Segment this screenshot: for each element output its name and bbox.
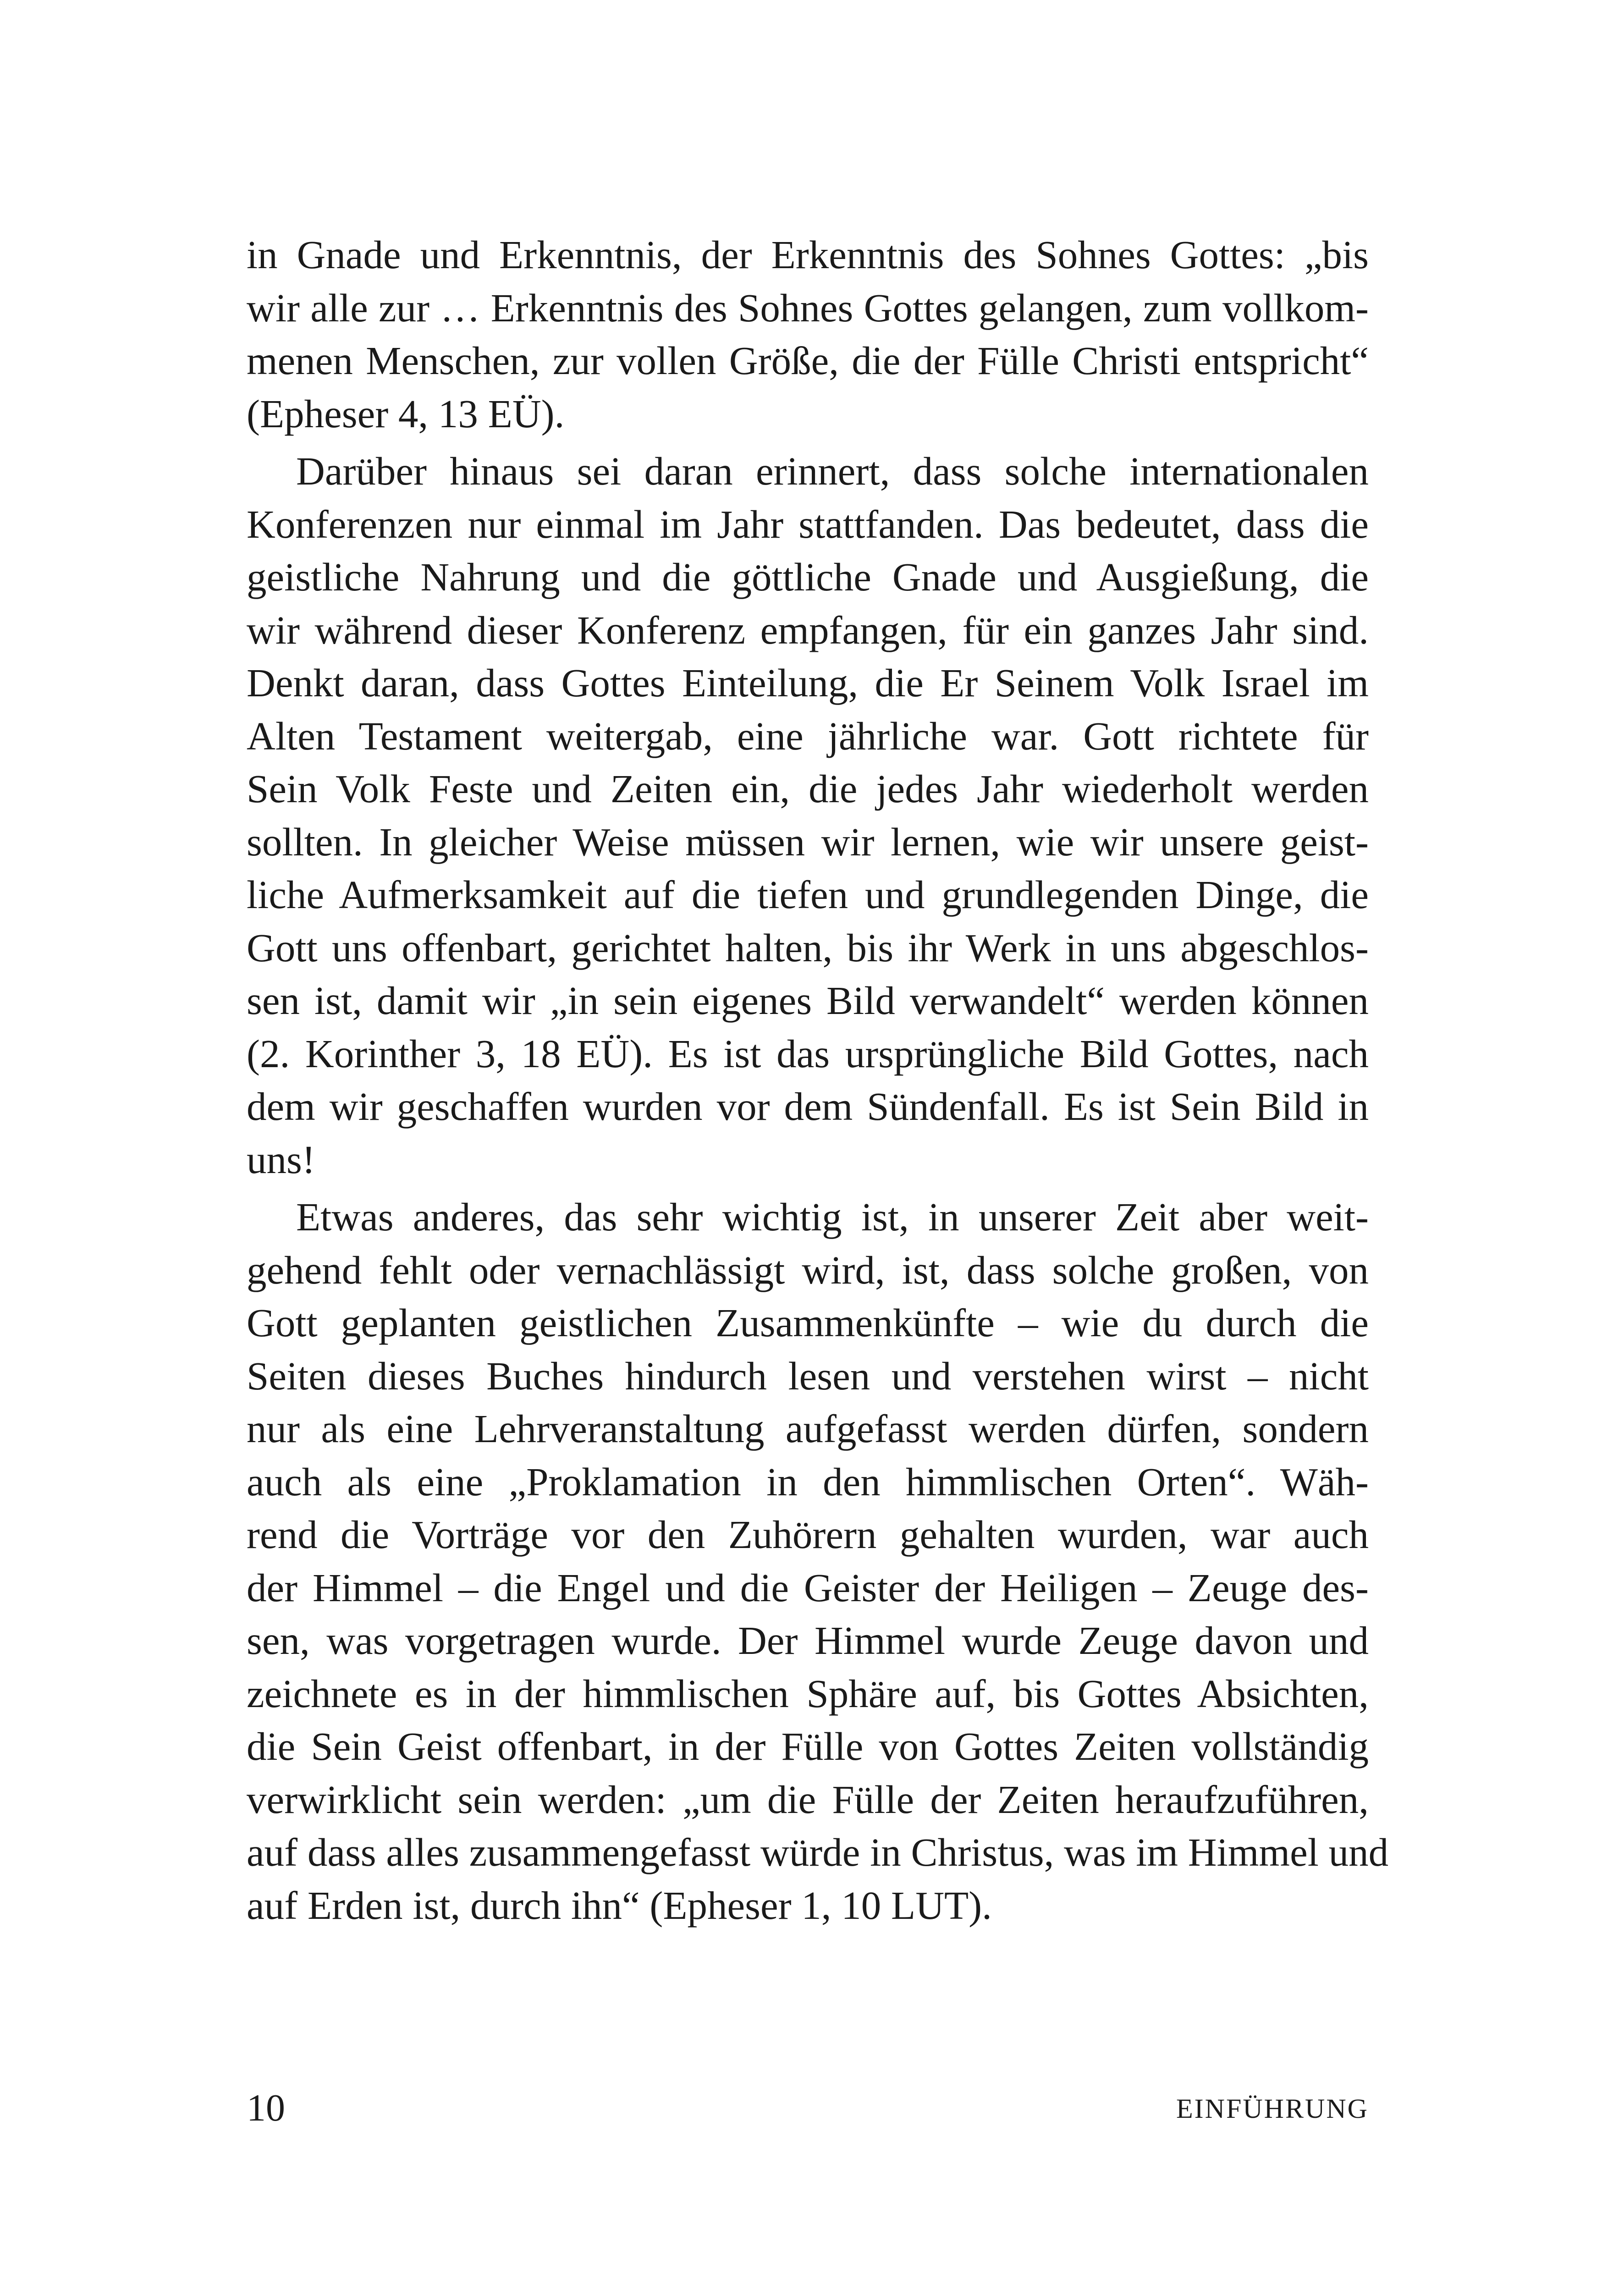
text-line: verwirklicht sein werden: „um die Fülle der Zeiten heraufzuführen, <box>247 1777 1369 1822</box>
text-line: Gott uns offenbart, gerichtet halten, bis ihr Werk in uns abgeschlos- <box>247 925 1369 970</box>
text-line: Sein Volk Feste und Zeiten ein, die jedes Jahr wiederholt werden <box>247 766 1369 811</box>
text-line: wir während dieser Konferenz empfangen, für ein ganzes Jahr sind. <box>247 607 1369 652</box>
text-line: zeichnete es in der himmlischen Sphäre auf, bis Gottes Absichten, <box>247 1671 1369 1716</box>
paragraph-start-line: Etwas anderes, das sehr wichtig ist, in unserer Zeit aber weit- <box>296 1195 1369 1239</box>
text-line: auch als eine „Proklamation in den himmlischen Orten“. Wäh- <box>247 1459 1369 1504</box>
text-line: Seiten dieses Buches hindurch lesen und verstehen wirst – nicht <box>247 1353 1369 1398</box>
text-line: gehend fehlt oder vernachlässigt wird, ist, dass solche großen, von <box>247 1247 1369 1292</box>
text-line: sen, was vorgetragen wurde. Der Himmel wurde Zeuge davon und <box>247 1618 1369 1663</box>
text-line: sen ist, damit wir „in sein eigenes Bild verwandelt“ werden können <box>247 978 1369 1023</box>
text-line: (2. Korinther 3, 18 EÜ). Es ist das ursprüngliche Bild Gottes, nach <box>247 1031 1369 1076</box>
text-line: Alten Testament weitergab, eine jährliche war. Gott richtete für <box>247 713 1369 758</box>
text-line: liche Aufmerksamkeit auf die tiefen und grundlegenden Dinge, die <box>247 872 1369 917</box>
text-line: dem wir geschaffen wurden vor dem Sündenfall. Es ist Sein Bild in <box>247 1084 1369 1129</box>
text-line: (Epheser 4, 13 EÜ). <box>247 391 565 436</box>
paragraph-start-line: Darüber hinaus sei daran erinnert, dass solche internationalen <box>296 449 1369 493</box>
text-line: Denkt daran, dass Gottes Einteilung, die Er Seinem Volk Israel im <box>247 661 1369 705</box>
text-line: die Sein Geist offenbart, in der Fülle von Gottes Zeiten vollständig <box>247 1724 1369 1769</box>
running-title: EINFÜHRUNG <box>1176 2094 1369 2124</box>
text-line: menen Menschen, zur vollen Größe, die der Fülle Christi entspricht“ <box>247 338 1369 383</box>
text-line: sollten. In gleicher Weise müssen wir lernen, wie wir unsere geist- <box>247 819 1369 864</box>
text-line: in Gnade und Erkenntnis, der Erkenntnis des Sohnes Gottes: „bis <box>247 232 1369 277</box>
text-line: auf Erden ist, durch ihn“ (Epheser 1, 10 LUT). <box>247 1883 992 1928</box>
text-line: rend die Vorträge vor den Zuhörern gehalten wurden, war auch <box>247 1512 1369 1557</box>
page-number: 10 <box>247 2087 285 2129</box>
body-text <box>247 228 1389 1932</box>
text-line: uns! <box>247 1137 315 1182</box>
text-line: Gott geplanten geistlichen Zusammenkünfte – wie du durch die <box>247 1300 1369 1345</box>
text-line: der Himmel – die Engel und die Geister der Heiligen – Zeuge des- <box>247 1565 1369 1610</box>
text-line: nur als eine Lehrveranstaltung aufgefasst werden dürfen, sondern <box>247 1406 1369 1451</box>
text-line: geistliche Nahrung und die göttliche Gnade und Ausgießung, die <box>247 555 1369 599</box>
text-line: auf dass alles zusammengefasst würde in Christus, was im Himmel und <box>247 1830 1389 1874</box>
text-line: wir alle zur … Erkenntnis des Sohnes Gottes gelangen, zum vollkom- <box>247 285 1369 330</box>
text-line: Konferenzen nur einmal im Jahr stattfanden. Das bedeutet, dass die <box>247 501 1369 546</box>
